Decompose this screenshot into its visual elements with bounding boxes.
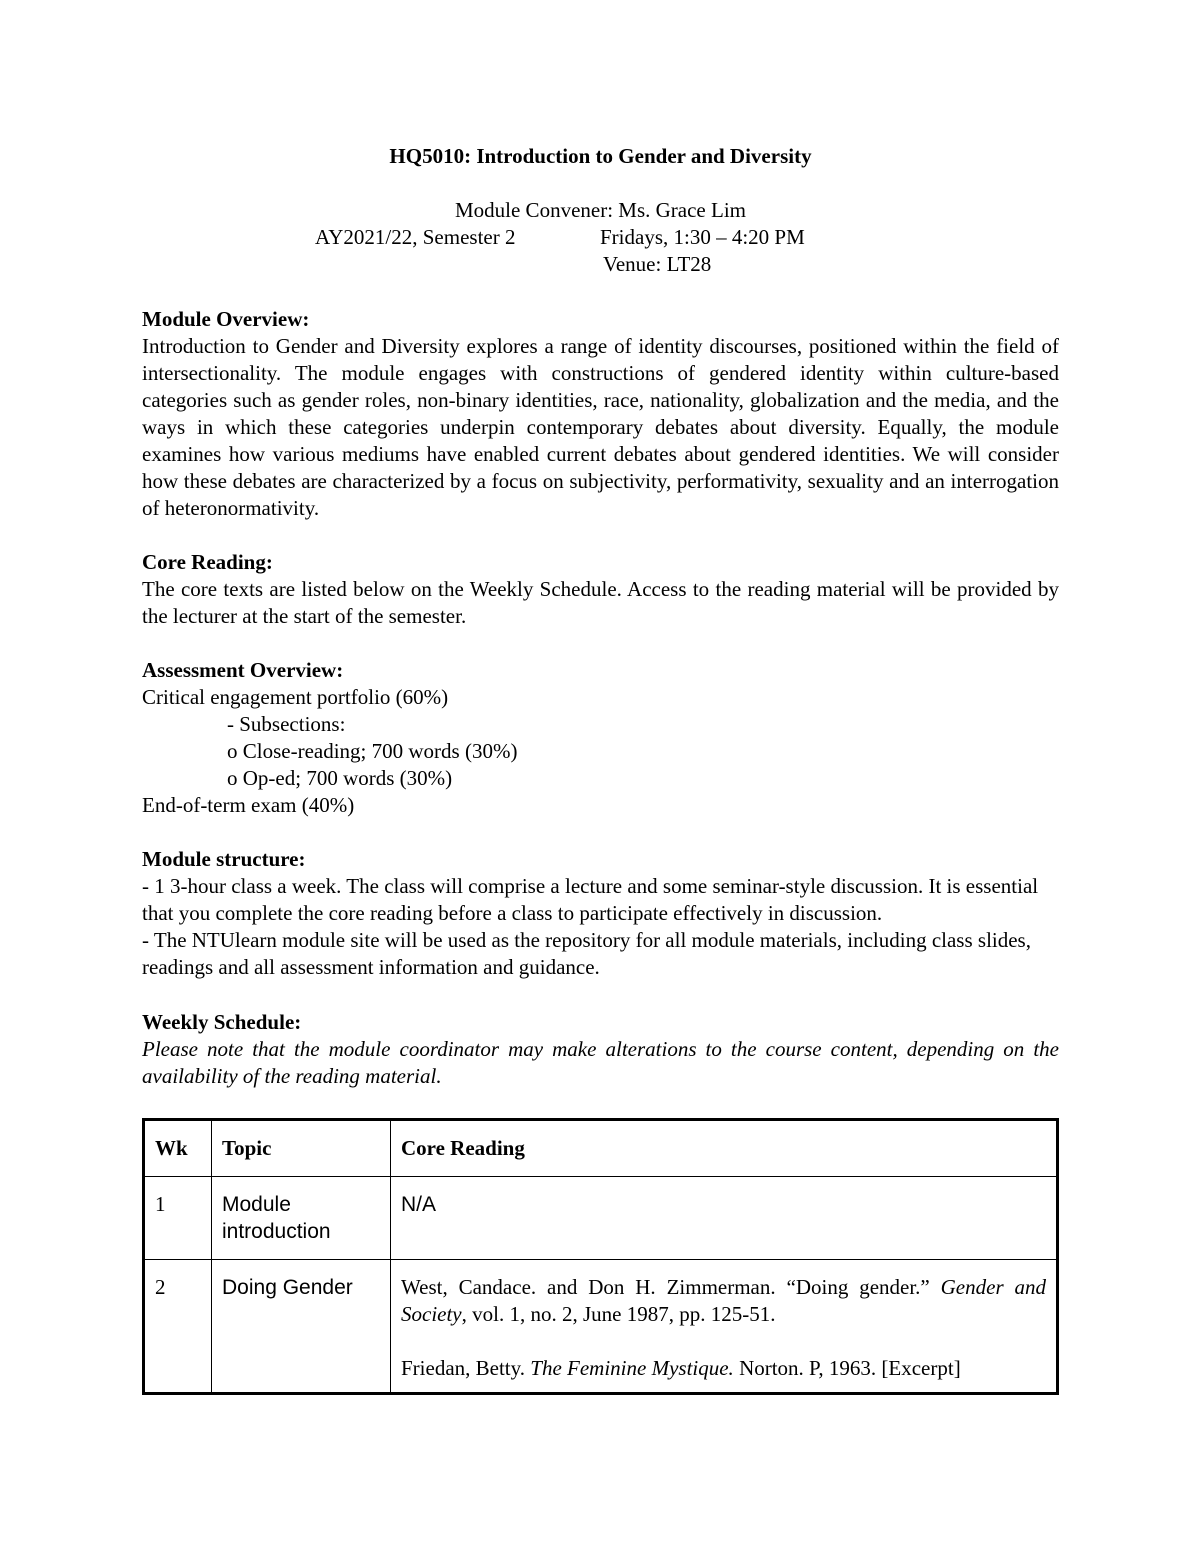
cell-core-reading	[391, 1260, 1058, 1394]
page-title: HQ5010: Introduction to Gender and Diversity	[389, 144, 812, 168]
module-structure-heading: Module structure:	[142, 847, 306, 871]
assessment-op-ed: o Op-ed; 700 words (30%)	[227, 766, 453, 790]
cell-week: 2	[144, 1260, 212, 1394]
assessment-section	[142, 657, 1059, 819]
module-convener: Module Convener: Ms. Grace Lim	[454, 198, 747, 222]
weekly-schedule-heading: Weekly Schedule:	[142, 1010, 302, 1034]
module-overview-section	[142, 306, 1059, 522]
table-row	[144, 1260, 1058, 1394]
assessment-close-reading: o Close-reading; 700 words (30%)	[227, 739, 518, 763]
assessment-exam: End-of-term exam (40%)	[142, 793, 355, 817]
reading-citation-details: , vol. 1, no. 2, June 1987, pp. 125-51.	[461, 1302, 776, 1326]
reading-entry-west-zimmerman	[401, 1274, 1046, 1328]
weekly-schedule-table	[142, 1118, 1059, 1395]
column-header-topic: Topic	[212, 1120, 391, 1177]
module-structure-item-1: - 1 3-hour class a week. The class will comprise a lecture and some seminar-style discussion. It is essential that you complete the core reading before a class to participate effectively in discussion.	[142, 874, 1039, 925]
reading-publisher-details: Norton. P, 1963. [Excerpt]	[733, 1356, 961, 1380]
cell-core-reading: N/A	[391, 1177, 1058, 1260]
core-reading-heading: Core Reading:	[142, 550, 273, 574]
weekly-schedule-note: Please note that the module coordinator may make alterations to the course content, depending on the availability of the reading material.	[142, 1037, 1059, 1088]
class-time: Fridays, 1:30 – 4:20 PM	[600, 225, 805, 249]
weekly-schedule-section	[142, 1009, 1059, 1090]
module-overview-text: Introduction to Gender and Diversity explores a range of identity discourses, positioned within the field of intersectionality. The module engages with constructions of gendered identity within culture-based categories such as gender roles, non-binary identities, race, nationality, globalization and the media, and the ways in which these categories underpin contemporary debates about diversity. Equally, the module examines how various mediums have enabled current debates about gendered identities. We will consider how these debates are characterized by a focus on subjectivity, performativity, sexuality and an interrogation of heteronormativity.	[142, 334, 1059, 520]
core-reading-section	[142, 549, 1059, 630]
table-header-row	[144, 1120, 1058, 1177]
reading-entry-friedan	[401, 1355, 1046, 1382]
reading-author: Friedan, Betty.	[401, 1356, 531, 1380]
column-header-core-reading: Core Reading	[391, 1120, 1058, 1177]
cell-week: 1	[144, 1177, 212, 1260]
column-header-week: Wk	[144, 1120, 212, 1177]
module-structure-item-2: - The NTUlearn module site will be used as the repository for all module materials, including class slides, readings and all assessment information and guidance.	[142, 928, 1031, 979]
cell-topic: Doing Gender	[212, 1260, 391, 1394]
reading-journal-title: Gender and Society	[401, 1275, 1047, 1326]
assessment-subsections-label: - Subsections:	[227, 712, 346, 736]
table-row	[144, 1177, 1058, 1260]
reading-book-title: The Feminine Mystique.	[530, 1356, 734, 1380]
assessment-portfolio: Critical engagement portfolio (60%)	[142, 685, 449, 709]
class-venue: Venue: LT28	[603, 252, 712, 276]
module-overview-heading: Module Overview:	[142, 307, 310, 331]
reading-citation-text: West, Candace. and Don H. Zimmerman. “Doing gender.”	[401, 1275, 941, 1299]
core-reading-text: The core texts are listed below on the Weekly Schedule. Access to the reading material will be provided by the lecturer at the start of the semester.	[142, 577, 1059, 628]
academic-term: AY2021/22, Semester 2	[315, 225, 516, 249]
module-structure-section	[142, 846, 1059, 981]
assessment-heading: Assessment Overview:	[142, 658, 344, 682]
cell-topic: Module introduction	[212, 1177, 391, 1260]
